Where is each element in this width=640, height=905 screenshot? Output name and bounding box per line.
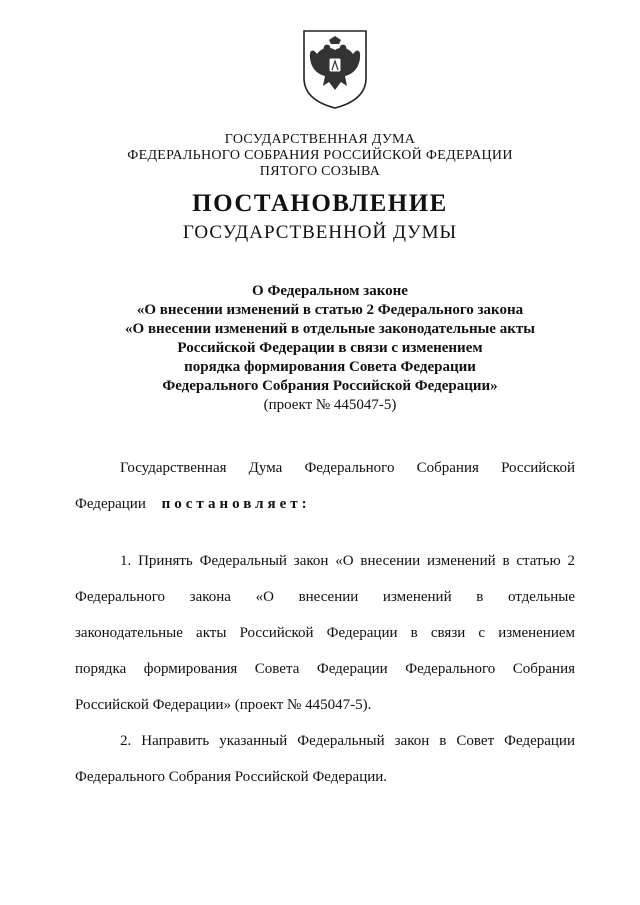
header-block: [0, 132, 640, 180]
law-title-line: порядка формирования Совета Федерации: [184, 359, 476, 375]
item-1-paragraph: [75, 543, 575, 723]
item-1-line-2: Федерального закона «О внесении изменений в отдельные: [75, 589, 575, 605]
coat-of-arms-emblem: [301, 28, 369, 110]
intro-federation: Федерации: [75, 496, 146, 512]
law-title-line: Федерального Собрания Российской Федерации»: [162, 378, 498, 394]
item-1-line-3: законодательные акты Российской Федерации в связи с изменением: [75, 625, 575, 641]
document-type: ПОСТАНОВЛЕНИЕ: [192, 190, 448, 217]
header-line-2: ФЕДЕРАЛЬНОГО СОБРАНИЯ РОССИЙСКОЙ ФЕДЕРАЦИИ: [127, 148, 513, 163]
item-2-line-2: Федерального Собрания Российской Федерации.: [75, 769, 388, 785]
header-line-3: ПЯТОГО СОЗЫВА: [259, 164, 381, 179]
item-1-line-1: 1. Принять Федеральный закон «О внесении изменений в статью 2: [120, 553, 575, 569]
intro-paragraph: [75, 450, 575, 522]
item-1-line-5: Российской Федерации» (проект № 445047-5).: [75, 697, 372, 713]
law-title-line: «О внесении изменений в отдельные законодательные акты: [125, 321, 535, 337]
law-title-block: [0, 282, 640, 415]
law-title-line: Российской Федерации в связи с изменением: [177, 340, 483, 356]
law-title-line: «О внесении изменений в статью 2 Федерального закона: [136, 302, 524, 318]
document-subtype: ГОСУДАРСТВЕННОЙ ДУМЫ: [182, 222, 458, 243]
header-line-1: ГОСУДАРСТВЕННАЯ ДУМА: [224, 132, 416, 147]
intro-line-2: [75, 486, 575, 522]
item-2-paragraph: [75, 723, 575, 795]
law-title-line: О Федеральном законе: [252, 283, 408, 299]
intro-resolves: постановляет:: [161, 496, 311, 512]
item-1-line-4: порядка формирования Совета Федерации Федерального Собрания: [75, 661, 575, 677]
project-number: (проект № 445047-5): [263, 397, 397, 413]
intro-line-1: Государственная Дума Федерального Собрания Российской: [120, 460, 575, 476]
item-2-line-1: 2. Направить указанный Федеральный закон в Совет Федерации: [120, 733, 575, 749]
